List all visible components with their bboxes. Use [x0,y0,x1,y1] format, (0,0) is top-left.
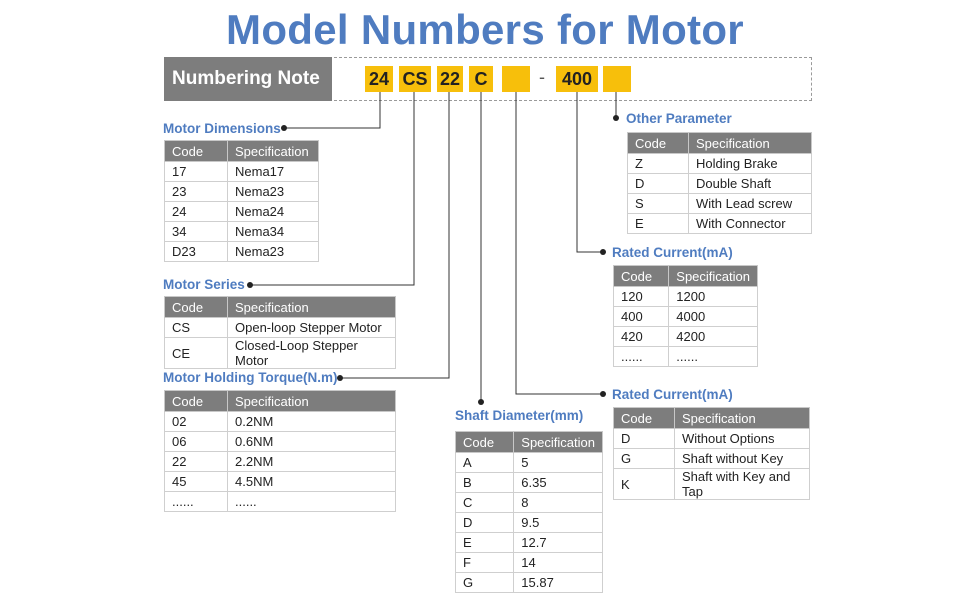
code-part-dimension: 24 [365,66,393,92]
shaft-option-dot [600,391,606,397]
table-row [614,287,758,307]
code-cell: K [614,469,675,500]
code-cell: 02 [165,412,228,432]
spec-cell: 8 [514,493,603,513]
spec-cell: Nema34 [228,222,319,242]
spec-cell: 6.35 [514,473,603,493]
code-cell: 34 [165,222,228,242]
code-cell: 120 [614,287,669,307]
current-dot [600,249,606,255]
dimensions-table [164,140,319,262]
spec-cell: 4200 [669,327,758,347]
table-header-row [628,133,812,154]
code-cell: D [614,429,675,449]
spec-cell: Holding Brake [689,154,812,174]
spec-cell: 5 [514,453,603,473]
column-header: Specification [669,266,758,287]
table-row [165,202,319,222]
current-label: Rated Current(mA) [612,245,733,260]
table-row [614,347,758,367]
table-row [165,432,396,452]
code-cell: S [628,194,689,214]
code-separator: - [539,67,545,87]
table-row [165,412,396,432]
spec-cell: Closed-Loop Stepper Motor [228,338,396,369]
table-row [165,492,396,512]
table-row [614,449,810,469]
code-cell: E [456,533,514,553]
spec-cell: 9.5 [514,513,603,533]
spec-cell: 12.7 [514,533,603,553]
spec-cell: 0.6NM [228,432,396,452]
code-cell: F [456,553,514,573]
spec-cell: Open-loop Stepper Motor [228,318,396,338]
table-row [628,174,812,194]
table-row [456,533,603,553]
code-cell: 400 [614,307,669,327]
table-header-row [614,266,758,287]
column-header: Specification [689,133,812,154]
code-cell: ...... [614,347,669,367]
table-row [165,222,319,242]
code-cell: CE [165,338,228,369]
code-part-current: 400 [556,66,598,92]
series-table [164,296,396,369]
table-row [614,429,810,449]
table-header-row [456,432,603,453]
table-header-row [165,297,396,318]
code-cell: CS [165,318,228,338]
spec-cell: Nema23 [228,242,319,262]
code-cell: 06 [165,432,228,452]
code-cell: B [456,473,514,493]
code-cell: C [456,493,514,513]
shaft-option-label: Rated Current(mA) [612,387,733,402]
other-table [627,132,812,234]
table-row [165,182,319,202]
column-header: Code [165,141,228,162]
code-cell: D [628,174,689,194]
current-table [613,265,758,367]
table-row [628,214,812,234]
other-dot [613,115,619,121]
page-title: Model Numbers for Motor [226,6,744,53]
spec-cell: 1200 [669,287,758,307]
table-row [456,453,603,473]
column-header: Specification [228,391,396,412]
table-row [628,154,812,174]
table-row [614,469,810,500]
spec-cell: 14 [514,553,603,573]
code-cell: 420 [614,327,669,347]
table-row [456,493,603,513]
spec-cell: 0.2NM [228,412,396,432]
table-row [165,472,396,492]
table-row [456,513,603,533]
torque-table [164,390,396,512]
series-label: Motor Series [163,277,245,292]
column-header: Code [614,408,675,429]
code-part-series: CS [399,66,431,92]
dimensions-label: Motor Dimensions [163,121,281,136]
table-header-row [614,408,810,429]
code-cell: 23 [165,182,228,202]
spec-cell: 4000 [669,307,758,327]
spec-cell: Double Shaft [689,174,812,194]
spec-cell: 2.2NM [228,452,396,472]
torque-dot [337,375,343,381]
code-part-torque: 22 [437,66,463,92]
table-header-row [165,391,396,412]
spec-cell: Shaft without Key [675,449,810,469]
column-header: Specification [675,408,810,429]
column-header: Specification [228,297,396,318]
spec-cell: With Lead screw [689,194,812,214]
code-cell: E [628,214,689,234]
shaft-diameter-dot [478,399,484,405]
table-row [614,327,758,347]
column-header: Code [628,133,689,154]
code-cell: 45 [165,472,228,492]
spec-cell: Nema23 [228,182,319,202]
connector-current [577,92,603,252]
code-cell: 24 [165,202,228,222]
code-cell: G [614,449,675,469]
spec-cell: 4.5NM [228,472,396,492]
table-row [165,318,396,338]
spec-cell: With Connector [689,214,812,234]
column-header: Code [456,432,514,453]
column-header: Code [165,391,228,412]
column-header: Specification [514,432,603,453]
numbering-note-label: Numbering Note [164,57,332,101]
code-cell: D23 [165,242,228,262]
code-cell: Z [628,154,689,174]
connector-shaft-option [516,92,603,394]
table-header-row [165,141,319,162]
series-dot [247,282,253,288]
table-row [456,573,603,593]
code-cell: G [456,573,514,593]
code-part-shaft-diameter: C [469,66,493,92]
spec-cell: Nema24 [228,202,319,222]
torque-label: Motor Holding Torque(N.m) [163,370,338,385]
code-cell: D [456,513,514,533]
shaft-diameter-label: Shaft Diameter(mm) [455,408,584,423]
code-cell: 22 [165,452,228,472]
shaft-option-table [613,407,810,500]
table-row [165,242,319,262]
code-cell: ...... [165,492,228,512]
shaft-diameter-table [455,431,603,593]
table-row [628,194,812,214]
column-header: Specification [228,141,319,162]
column-header: Code [165,297,228,318]
table-row [165,452,396,472]
table-row [456,553,603,573]
spec-cell: Shaft with Key and Tap [675,469,810,500]
code-cell: A [456,453,514,473]
table-row [165,338,396,369]
table-row [614,307,758,327]
spec-cell: 15.87 [514,573,603,593]
table-row [165,162,319,182]
spec-cell: ...... [228,492,396,512]
column-header: Code [614,266,669,287]
table-row [456,473,603,493]
spec-cell: ...... [669,347,758,367]
other-label: Other Parameter [626,111,732,126]
connector-dimensions [284,92,380,128]
dimensions-dot [281,125,287,131]
code-cell: 17 [165,162,228,182]
spec-cell: Without Options [675,429,810,449]
spec-cell: Nema17 [228,162,319,182]
